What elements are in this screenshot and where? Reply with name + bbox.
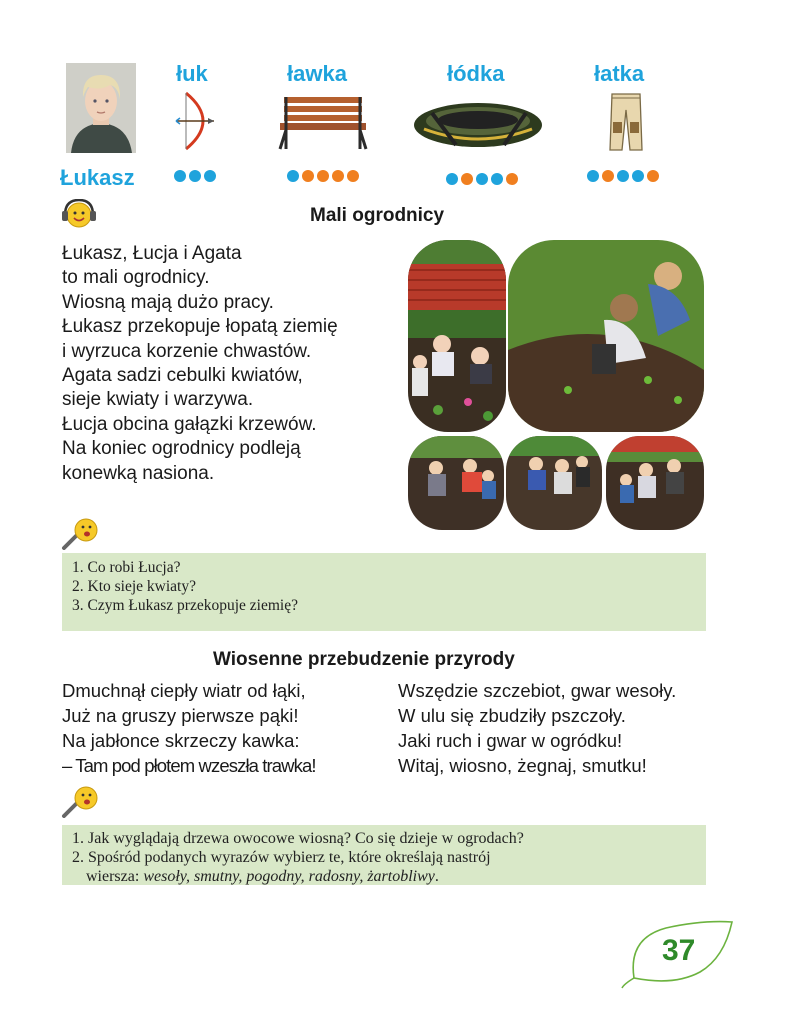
poem-line: Dmuchnął ciepły wiatr od łąki, (62, 680, 306, 701)
poem-line: – Tam pod płotem wzeszła trawka! (62, 755, 316, 776)
poem-line: Witaj, wiosno, żegnaj, smutku! (398, 755, 647, 776)
bow-icon (174, 89, 220, 158)
story-line: konewką nasiona. (62, 462, 215, 484)
story-line: Łucja obcina gałązki krzewów. (62, 413, 317, 435)
poem-line: Jaki ruch i gwar w ogródku! (398, 730, 623, 751)
sound-dot (461, 173, 473, 185)
sound-dot (287, 170, 299, 182)
word-lawka: ławka (287, 61, 347, 86)
syllable-dots-lodka (446, 173, 518, 185)
poem-line: W ulu się zbudziły pszczoły. (398, 705, 626, 726)
garden-photo-fence (408, 240, 506, 432)
sound-dot (347, 170, 359, 182)
questions-box-2 (62, 825, 706, 885)
sound-dot (189, 170, 201, 182)
question-2-suffix: . (434, 868, 439, 885)
syllable-dots-luk (174, 170, 216, 182)
story-text (62, 242, 338, 486)
syllable-dots-lawka (287, 170, 359, 182)
sound-dot (332, 170, 344, 182)
question-2-line-2 (72, 867, 706, 886)
poem-left-stanza (62, 678, 316, 778)
word-latka: łatka (594, 61, 645, 86)
sound-dot (491, 173, 503, 185)
question-1: 1. Co robi Łucja? (72, 559, 181, 576)
sound-dot (476, 173, 488, 185)
story-line: Agata sadzi cebulki kwiatów, (62, 365, 303, 387)
sound-dot (617, 170, 629, 182)
page-number: 37 (662, 934, 696, 967)
word-lodka: łódka (447, 61, 505, 86)
garden-photo-girls (508, 240, 704, 432)
story-line: Na koniec ogrodnicy podleją (62, 438, 301, 460)
mood-words: wesoły, smutny, pogodny, radosny, żartobliwy (143, 868, 435, 885)
sound-dot (647, 170, 659, 182)
microphone-speak-icon (60, 786, 100, 823)
poem-right-stanza (398, 678, 676, 778)
sound-dot (506, 173, 518, 185)
story-line: to mali ogrodnicy. (62, 267, 210, 289)
garden-photo-small-2 (506, 436, 602, 530)
garden-photo-small-3 (606, 436, 704, 530)
story-title: Mali ogrodnicy (310, 205, 445, 226)
question-1: 1. Jak wyglądają drzewa owocowe wiosną? Co się dzieje w ogrodach? (72, 830, 524, 847)
boy-photo (66, 63, 136, 153)
poem-title: Wiosenne przebudzenie przyrody (213, 649, 515, 670)
poem-line: Już na gruszy pierwsze pąki! (62, 705, 299, 726)
poem-line: Wszędzie szczebiot, gwar wesoły. (398, 680, 677, 701)
boat-icon (410, 93, 546, 158)
syllable-dots-latka (587, 170, 659, 182)
headphones-listen-icon (62, 199, 96, 234)
sound-dot (587, 170, 599, 182)
sound-dot (174, 170, 186, 182)
child-name: Łukasz (60, 165, 135, 190)
question-2-prefix: wiersza: (86, 868, 144, 885)
story-line: sieje kwiaty i warzywa. (62, 389, 254, 411)
question-2: 2. Kto sieje kwiaty? (72, 578, 196, 595)
story-line: Wiosną mają dużo pracy. (62, 291, 274, 313)
question-3: 3. Czym Łukasz przekopuje ziemię? (72, 597, 298, 614)
story-line: i wyrzuca korzenie chwastów. (62, 340, 312, 362)
questions-box-1 (62, 553, 706, 631)
sound-dot (632, 170, 644, 182)
sound-dot (602, 170, 614, 182)
poem-line: Na jabłonce skrzeczy kawka: (62, 730, 300, 751)
sound-dot (204, 170, 216, 182)
trousers-icon (606, 92, 646, 157)
story-line: Łukasz przekopuje łopatą ziemię (62, 316, 338, 338)
word-luk: łuk (176, 61, 208, 86)
story-line: Łukasz, Łucja i Agata (62, 243, 242, 264)
garden-photo-small-1 (408, 436, 504, 530)
microphone-speak-icon (60, 518, 100, 555)
sound-dot (317, 170, 329, 182)
bench-icon (278, 93, 368, 156)
sound-dot (446, 173, 458, 185)
sound-dot (302, 170, 314, 182)
question-2-line-1: 2. Spośród podanych wyrazów wybierz te, które określają nastrój (72, 849, 491, 866)
